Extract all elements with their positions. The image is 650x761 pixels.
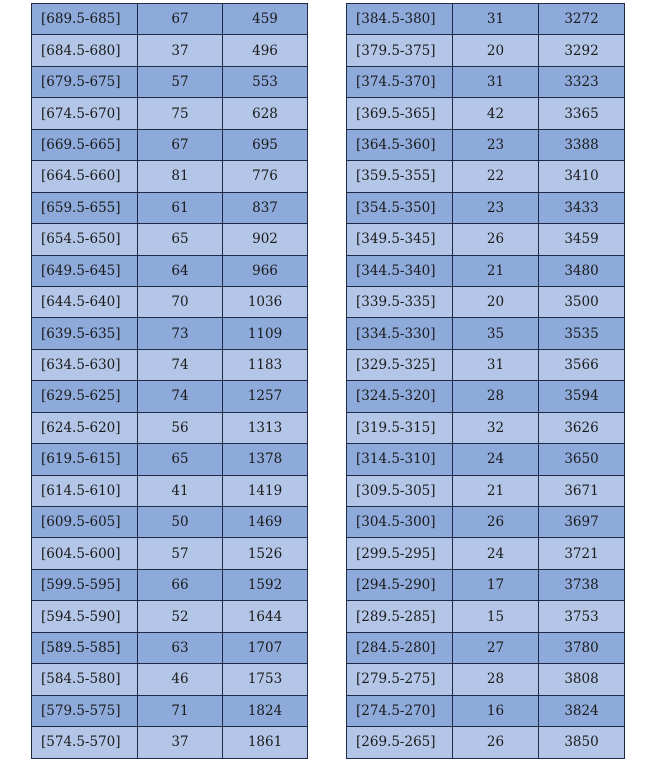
score-range-cell: [599.5-595] [32,569,138,600]
cumulative-count-cell: 3459 [539,224,625,255]
count-cell: 67 [138,4,223,35]
score-range-cell: [649.5-645] [32,255,138,286]
count-cell: 26 [453,224,539,255]
count-cell: 52 [138,601,223,632]
count-cell: 26 [453,727,539,758]
count-cell: 57 [138,66,223,97]
cumulative-count-cell: 1824 [223,695,308,726]
count-cell: 41 [138,475,223,506]
table-row [32,35,308,66]
score-range-cell: [579.5-575] [32,695,138,726]
score-range-cell: [359.5-355] [347,161,453,192]
count-cell: 26 [453,507,539,538]
count-cell: 71 [138,695,223,726]
count-cell: 21 [453,255,539,286]
table-row [32,695,308,726]
score-range-cell: [274.5-270] [347,695,453,726]
count-cell: 67 [138,129,223,160]
table-row [32,538,308,569]
score-range-cell: [584.5-580] [32,664,138,695]
table-row [347,98,625,129]
score-range-cell: [294.5-290] [347,569,453,600]
table-row [347,255,625,286]
score-range-cell: [299.5-295] [347,538,453,569]
count-cell: 32 [453,412,539,443]
cumulative-count-cell: 1109 [223,318,308,349]
table-row [347,695,625,726]
score-range-cell: [344.5-340] [347,255,453,286]
table-row [347,192,625,223]
score-range-cell: [674.5-670] [32,98,138,129]
count-cell: 73 [138,318,223,349]
count-cell: 24 [453,538,539,569]
count-cell: 42 [453,98,539,129]
count-cell: 24 [453,444,539,475]
table-row [347,569,625,600]
count-cell: 20 [453,35,539,66]
score-table-right [346,3,625,759]
table-row [32,412,308,443]
count-cell: 35 [453,318,539,349]
table-row [347,381,625,412]
count-cell: 66 [138,569,223,600]
table-row [32,349,308,380]
table-row [32,475,308,506]
count-cell: 37 [138,35,223,66]
table-row [347,444,625,475]
score-range-cell: [609.5-605] [32,507,138,538]
score-range-cell: [574.5-570] [32,727,138,758]
score-range-cell: [594.5-590] [32,601,138,632]
cumulative-count-cell: 3626 [539,412,625,443]
count-cell: 65 [138,444,223,475]
cumulative-count-cell: 902 [223,224,308,255]
count-cell: 64 [138,255,223,286]
count-cell: 50 [138,507,223,538]
count-cell: 65 [138,224,223,255]
count-cell: 23 [453,192,539,223]
cumulative-count-cell: 3824 [539,695,625,726]
cumulative-count-cell: 3566 [539,349,625,380]
count-cell: 46 [138,664,223,695]
cumulative-count-cell: 1313 [223,412,308,443]
table-row [347,286,625,317]
cumulative-count-cell: 3780 [539,632,625,663]
table-row [347,538,625,569]
score-range-cell: [689.5-685] [32,4,138,35]
table-row [32,601,308,632]
score-range-cell: [619.5-615] [32,444,138,475]
table-row [32,727,308,758]
table-row [347,129,625,160]
cumulative-count-cell: 628 [223,98,308,129]
score-range-cell: [314.5-310] [347,444,453,475]
count-cell: 61 [138,192,223,223]
score-range-cell: [289.5-285] [347,601,453,632]
cumulative-count-cell: 3671 [539,475,625,506]
score-range-cell: [304.5-300] [347,507,453,538]
score-range-cell: [334.5-330] [347,318,453,349]
cumulative-count-cell: 3292 [539,35,625,66]
cumulative-count-cell: 3753 [539,601,625,632]
table-row [32,569,308,600]
cumulative-count-cell: 1526 [223,538,308,569]
cumulative-count-cell: 837 [223,192,308,223]
count-cell: 31 [453,66,539,97]
score-range-cell: [589.5-585] [32,632,138,663]
cumulative-count-cell: 3480 [539,255,625,286]
cumulative-count-cell: 553 [223,66,308,97]
count-cell: 16 [453,695,539,726]
table-row [32,318,308,349]
score-range-cell: [624.5-620] [32,412,138,443]
count-cell: 17 [453,569,539,600]
table-row [347,4,625,35]
count-cell: 15 [453,601,539,632]
cumulative-count-cell: 776 [223,161,308,192]
table-row [347,632,625,663]
table-row [32,255,308,286]
cumulative-count-cell: 496 [223,35,308,66]
cumulative-count-cell: 1753 [223,664,308,695]
table-row [32,4,308,35]
count-cell: 28 [453,381,539,412]
table-row [347,412,625,443]
cumulative-count-cell: 3500 [539,286,625,317]
table-row [347,161,625,192]
cumulative-count-cell: 1469 [223,507,308,538]
table-row [32,664,308,695]
score-range-cell: [379.5-375] [347,35,453,66]
count-cell: 74 [138,381,223,412]
score-range-cell: [374.5-370] [347,66,453,97]
score-range-cell: [629.5-625] [32,381,138,412]
table-row [32,381,308,412]
score-range-cell: [639.5-635] [32,318,138,349]
score-range-cell: [604.5-600] [32,538,138,569]
cumulative-count-cell: 3272 [539,4,625,35]
cumulative-count-cell: 1419 [223,475,308,506]
cumulative-count-cell: 3697 [539,507,625,538]
score-range-cell: [384.5-380] [347,4,453,35]
score-range-cell: [684.5-680] [32,35,138,66]
table-row [32,286,308,317]
score-range-cell: [319.5-315] [347,412,453,443]
cumulative-count-cell: 3323 [539,66,625,97]
table-row [32,192,308,223]
score-range-cell: [679.5-675] [32,66,138,97]
cumulative-count-cell: 1378 [223,444,308,475]
score-range-cell: [659.5-655] [32,192,138,223]
count-cell: 57 [138,538,223,569]
table-row [347,601,625,632]
cumulative-count-cell: 1861 [223,727,308,758]
count-cell: 31 [453,4,539,35]
score-range-cell: [614.5-610] [32,475,138,506]
count-cell: 20 [453,286,539,317]
table-row [32,98,308,129]
cumulative-count-cell: 459 [223,4,308,35]
cumulative-count-cell: 695 [223,129,308,160]
cumulative-count-cell: 3650 [539,444,625,475]
score-range-cell: [654.5-650] [32,224,138,255]
table-row [347,318,625,349]
score-range-cell: [284.5-280] [347,632,453,663]
table-row [347,66,625,97]
count-cell: 31 [453,349,539,380]
cumulative-count-cell: 1183 [223,349,308,380]
table-row [32,444,308,475]
cumulative-count-cell: 1257 [223,381,308,412]
count-cell: 28 [453,664,539,695]
table-row [32,161,308,192]
cumulative-count-cell: 966 [223,255,308,286]
score-range-cell: [309.5-305] [347,475,453,506]
table-row [347,727,625,758]
count-cell: 63 [138,632,223,663]
cumulative-count-cell: 3594 [539,381,625,412]
count-cell: 22 [453,161,539,192]
cumulative-count-cell: 3535 [539,318,625,349]
table-row [32,224,308,255]
table-row [347,664,625,695]
table-row [32,507,308,538]
cumulative-count-cell: 1592 [223,569,308,600]
score-range-cell: [664.5-660] [32,161,138,192]
table-row [32,66,308,97]
score-range-cell: [339.5-335] [347,286,453,317]
cumulative-count-cell: 3850 [539,727,625,758]
score-range-cell: [349.5-345] [347,224,453,255]
table-row [32,129,308,160]
score-range-cell: [634.5-630] [32,349,138,380]
table-row [347,35,625,66]
score-range-cell: [329.5-325] [347,349,453,380]
cumulative-count-cell: 1707 [223,632,308,663]
count-cell: 37 [138,727,223,758]
score-range-cell: [364.5-360] [347,129,453,160]
score-range-cell: [354.5-350] [347,192,453,223]
score-range-cell: [669.5-665] [32,129,138,160]
count-cell: 75 [138,98,223,129]
score-table-left [31,3,308,759]
count-cell: 56 [138,412,223,443]
table-row [347,349,625,380]
cumulative-count-cell: 3388 [539,129,625,160]
cumulative-count-cell: 3808 [539,664,625,695]
cumulative-count-cell: 1644 [223,601,308,632]
count-cell: 21 [453,475,539,506]
cumulative-count-cell: 1036 [223,286,308,317]
count-cell: 70 [138,286,223,317]
table-row [347,224,625,255]
count-cell: 74 [138,349,223,380]
cumulative-count-cell: 3365 [539,98,625,129]
score-range-cell: [279.5-275] [347,664,453,695]
cumulative-count-cell: 3738 [539,569,625,600]
score-range-cell: [324.5-320] [347,381,453,412]
score-range-cell: [269.5-265] [347,727,453,758]
cumulative-count-cell: 3410 [539,161,625,192]
score-range-cell: [369.5-365] [347,98,453,129]
table-row [32,632,308,663]
count-cell: 23 [453,129,539,160]
table-row [347,507,625,538]
count-cell: 27 [453,632,539,663]
table-row [347,475,625,506]
score-range-cell: [644.5-640] [32,286,138,317]
cumulative-count-cell: 3721 [539,538,625,569]
count-cell: 81 [138,161,223,192]
cumulative-count-cell: 3433 [539,192,625,223]
